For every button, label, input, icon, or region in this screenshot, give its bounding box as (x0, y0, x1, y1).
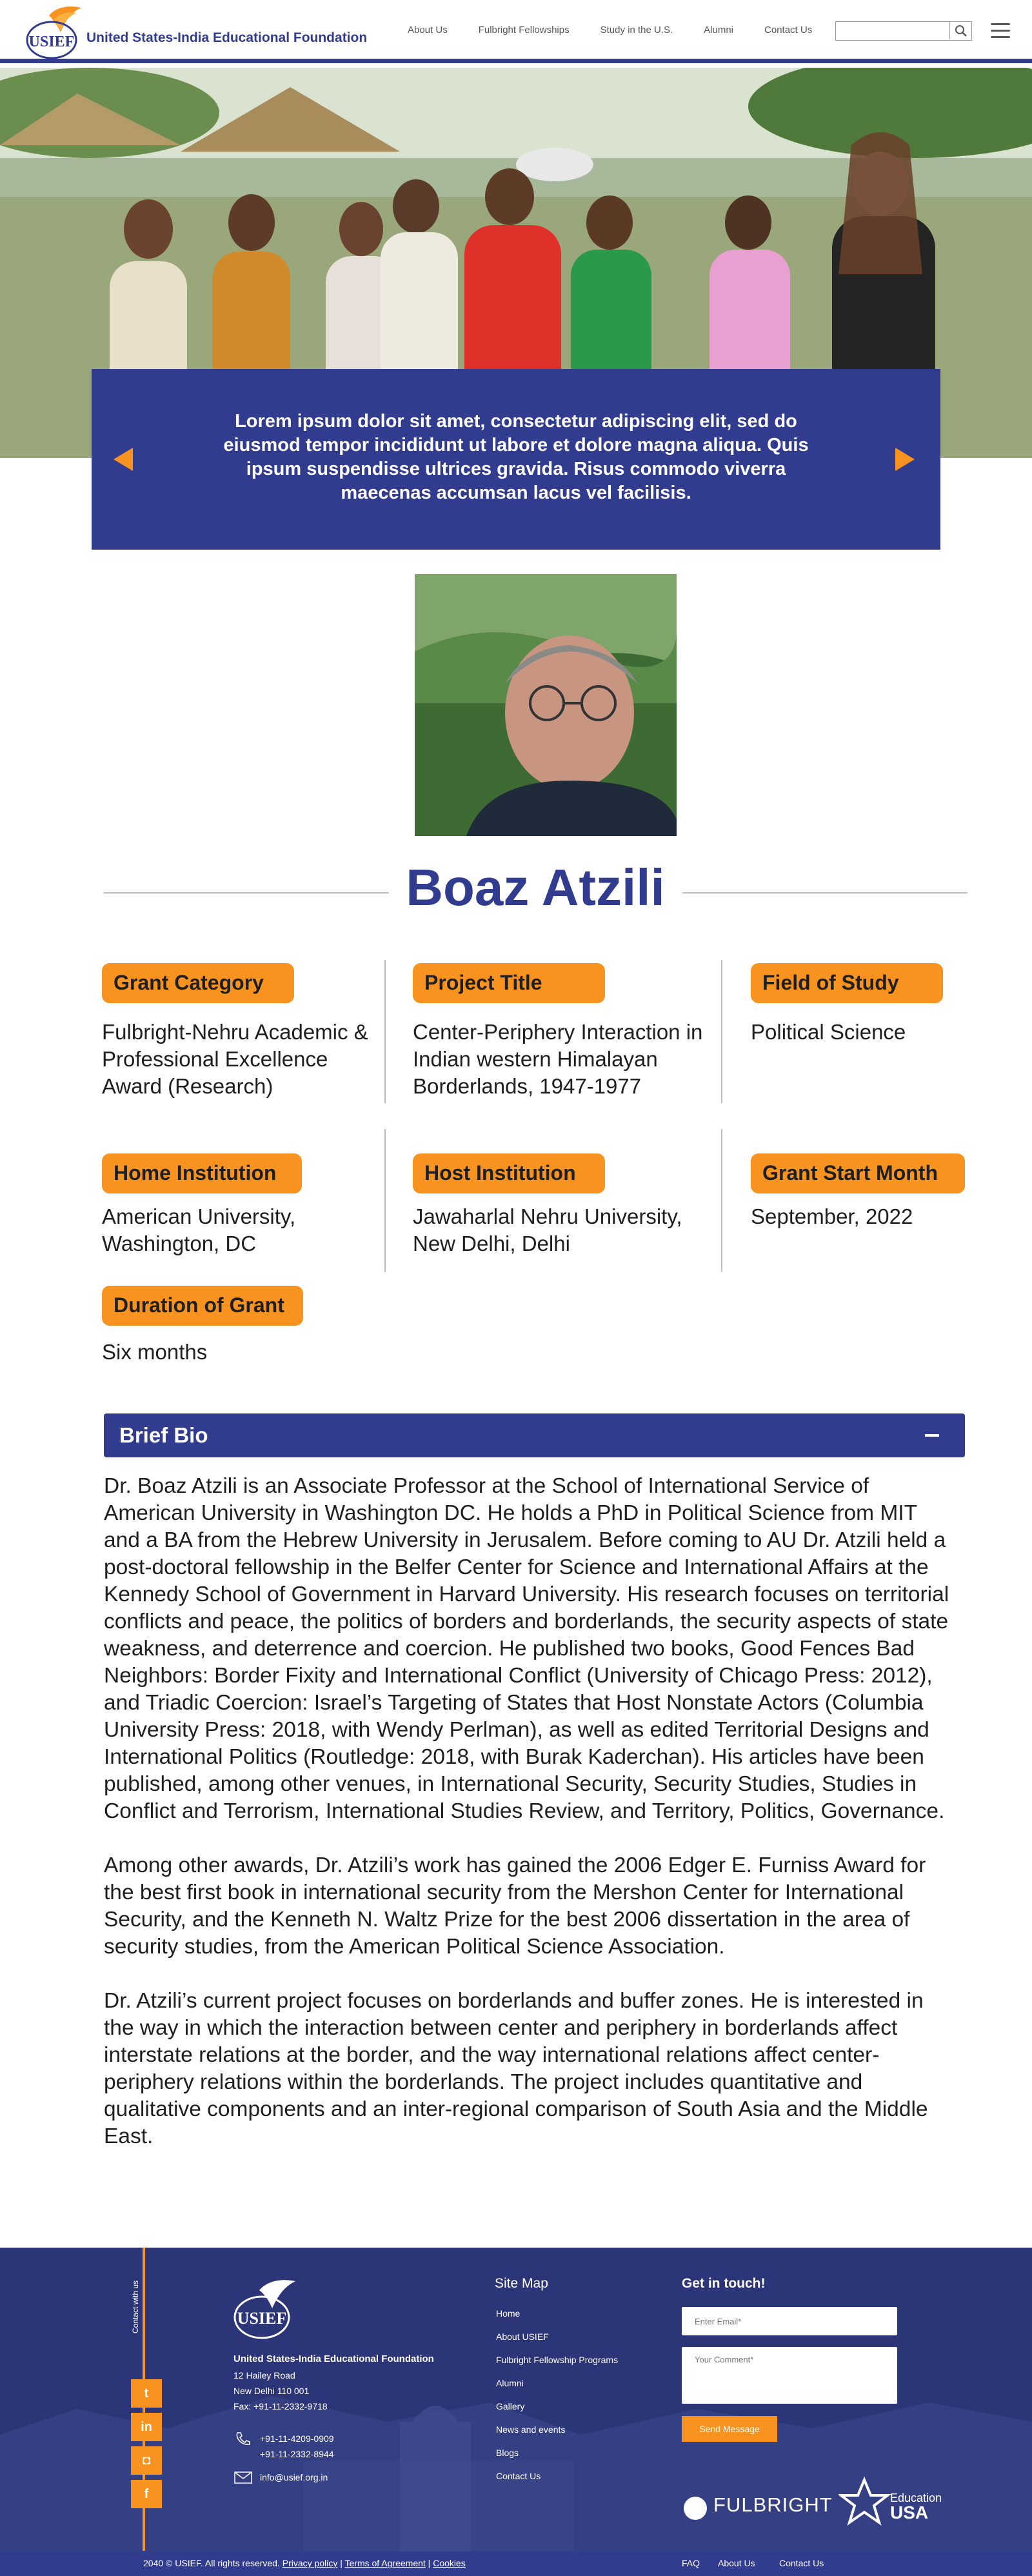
menu-icon[interactable] (991, 23, 1010, 39)
sitemap-link-contact[interactable]: Contact Us (496, 2471, 541, 2481)
address-line: 12 Hailey Road (233, 2370, 295, 2381)
field-of-study-value: Political Science (751, 1020, 906, 1044)
nav-study[interactable]: Study in the U.S. (600, 25, 673, 35)
send-message-button[interactable]: Send Message (682, 2416, 777, 2442)
nav-alumni[interactable]: Alumni (704, 25, 734, 35)
search-box (835, 21, 972, 41)
svg-text:USA: USA (890, 2502, 929, 2522)
brief-bio-accordion[interactable] (104, 1413, 965, 1457)
search-input[interactable] (836, 22, 947, 39)
mail-icon (233, 2470, 253, 2485)
footer-email-input[interactable] (682, 2307, 897, 2335)
hero-caption-text: Lorem ipsum dolor sit amet, consectetur adipiscing elit, sed do eiusmod tempor incididunt ut labore et dolore magna aliqua. Quis ipsum suspendisse ultrices gravida. Risus commodo viverra maecenas accumsan lacus vel facilisis. (223, 411, 809, 503)
column-divider (721, 960, 722, 1103)
brief-bio-text (104, 1473, 955, 2177)
svg-text:Education: Education (890, 2491, 942, 2504)
terms-link[interactable]: Terms of Agreement (344, 2558, 426, 2568)
sitemap-link-home[interactable]: Home (496, 2308, 521, 2319)
site-header (0, 0, 1032, 63)
instagram-icon[interactable]: ◘ (131, 2446, 162, 2475)
phone-number[interactable]: +91-11-4209-0909 (260, 2433, 334, 2444)
svg-text:USIEF: USIEF (237, 2309, 287, 2328)
field-of-study-label: Field of Study (751, 963, 943, 1003)
grant-category-value: Fulbright-Nehru Academic & Professional Excellence Award (Research) (102, 1020, 368, 1098)
address-fax: Fax: +91-11-2332-9718 (233, 2401, 328, 2411)
svg-text:USIEF: USIEF (28, 34, 75, 50)
bio-paragraph: Dr. Atzili’s current project focuses on borderlands and buffer zones. He is interested in the way in which the interaction between center and periphery in borderlands affect interstate relations at the border, and the way international relations affect center-periphery relations within the borderlands. The project includes quantitative and qualitative components and an inter-regional comparison of South Asia and the Middle East. (104, 1989, 928, 2148)
twitter-icon[interactable]: t (131, 2379, 162, 2408)
nav-contact[interactable]: Contact Us (764, 25, 813, 35)
duration-value: Six months (102, 1340, 208, 1364)
sitemap-link-programs[interactable]: Fulbright Fellowship Programs (496, 2355, 619, 2365)
prev-slide-arrow-icon[interactable] (114, 448, 133, 471)
sitemap-link-blogs[interactable]: Blogs (496, 2448, 519, 2458)
sitemap-link-about[interactable]: About USIEF (496, 2331, 549, 2342)
fulbright-logo-icon (684, 2497, 707, 2520)
footer-contact-link[interactable]: Contact Us (779, 2558, 824, 2568)
scholar-name: Boaz Atzili (406, 859, 665, 916)
profile-photo (415, 574, 677, 836)
home-institution-label: Home Institution (102, 1153, 302, 1193)
column-divider (384, 960, 386, 1103)
education-usa-logo[interactable] (838, 2476, 948, 2528)
sitemap-title: Site Map (495, 2276, 548, 2291)
footer-faq-link[interactable]: FAQ (682, 2558, 700, 2568)
linkedin-icon[interactable]: in (131, 2413, 162, 2441)
cookies-link[interactable]: Cookies (433, 2558, 466, 2568)
nav-fulbright[interactable]: Fulbright Fellowships (478, 25, 570, 35)
get-in-touch-title: Get in touch! (682, 2276, 766, 2291)
host-institution-label: Host Institution (413, 1153, 605, 1193)
next-slide-arrow-icon[interactable] (895, 448, 915, 471)
home-institution-value: American University, Washington, DC (102, 1204, 296, 1255)
grant-start-month-label: Grant Start Month (751, 1153, 965, 1193)
collapse-minus-icon[interactable] (925, 1434, 939, 1437)
footer-org-name: United States-India Educational Foundation (233, 2353, 434, 2364)
sitemap-link-news[interactable]: News and events (496, 2424, 566, 2435)
contact-with-us-label: Contact with us (131, 2280, 140, 2333)
copyright: 2040 © USIEF. All rights reserved. Privacy policy | Terms of Agreement | Cookies (143, 2558, 466, 2568)
grant-start-month-value: September, 2022 (751, 1204, 913, 1228)
fulbright-wordmark[interactable]: FULBRIGHT (713, 2493, 833, 2516)
sitemap-link-alumni[interactable]: Alumni (496, 2378, 524, 2388)
footer-comment-input[interactable] (682, 2347, 897, 2404)
phone-number[interactable]: +91-11-2332-8944 (260, 2449, 334, 2459)
phone-icon (233, 2431, 253, 2446)
grant-category-label: Grant Category (102, 963, 294, 1003)
name-divider-right (682, 892, 968, 894)
duration-label: Duration of Grant (102, 1286, 303, 1326)
footer-about-link[interactable]: About Us (718, 2558, 755, 2568)
privacy-policy-link[interactable]: Privacy policy (282, 2558, 338, 2568)
brand-name[interactable]: United States-India Educational Foundation (86, 30, 368, 45)
host-institution-value: Jawaharlal Nehru University, New Delhi, Delhi (413, 1204, 682, 1255)
search-icon (950, 22, 972, 39)
search-button[interactable] (949, 22, 971, 39)
usief-footer-logo[interactable] (231, 2277, 299, 2342)
name-divider-left (104, 892, 389, 894)
copyright-text: 2040 © USIEF. All rights reserved. (143, 2558, 280, 2568)
bio-paragraph: Among other awards, Dr. Atzili’s work has gained the 2006 Edger E. Furniss Award for the best first book in international security from the Mershon Center for International Security, and the Kenneth N. Waltz Prize for the best 2006 dissertation in the area of security studies, from the American Political Science Association. (104, 1853, 926, 1959)
sitemap-link-gallery[interactable]: Gallery (496, 2401, 525, 2411)
nav-about[interactable]: About Us (408, 25, 448, 35)
project-title-label: Project Title (413, 963, 605, 1003)
address-line: New Delhi 110 001 (233, 2386, 310, 2396)
facebook-icon[interactable]: f (131, 2480, 162, 2508)
main-nav (408, 25, 843, 35)
column-divider (721, 1129, 722, 1272)
usief-logo[interactable] (23, 5, 84, 61)
footer-email[interactable]: info@usief.org.in (260, 2472, 328, 2482)
column-divider (384, 1129, 386, 1272)
bio-paragraph: Dr. Boaz Atzili is an Associate Professor at the School of International Service of American University in Washington DC. He holds a PhD in Political Science from MIT and a BA from the Hebrew University in Jerusalem. Before coming to AU Dr. Atzili held a post-doctoral fellowship in the Belfer Center for Science and International Affairs at the Kennedy School of Government in Harvard University. His research focuses on territorial conflicts and peace, the politics of borders and borderlands, the security aspects of state weakness, and deterrence and coercion. He published two books, Good Fences Bad Neighbors: Border Fixity and International Conflict (University of Chicago Press: 2012), and Triadic Coercion: Israel’s Targeting of States that Host Nonstate Actors (Columbia University Press: 2018, with Wendy Perlman), as well as edited Territorial Designs and International Politics (Routledge: 2018, with Burak Kaderchan). His articles have been published, among other venues, in International Security, Security Studies, Studies in Conflict and Terrorism, International Studies Review, and Territory, Politics, Governance. (104, 1474, 949, 1823)
brief-bio-title: Brief Bio (119, 1423, 208, 1447)
project-title-value: Center-Periphery Interaction in Indian western Himalayan Borderlands, 1947-1977 (413, 1020, 703, 1098)
